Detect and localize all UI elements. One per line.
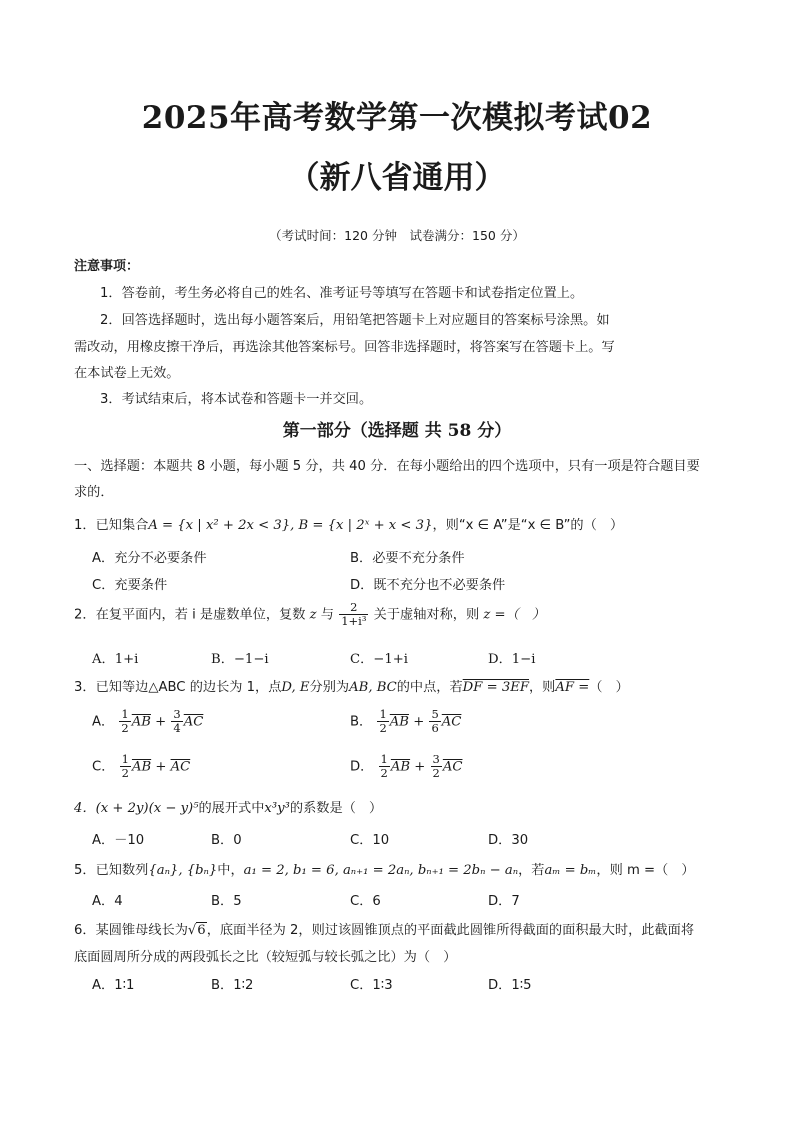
q3-option-b-label: B．: [350, 714, 373, 730]
q3-option-c: C． $\frac{1}{2}$ $\overline{AB} + \overline{AC}$: [92, 752, 191, 780]
q4-term: x³y³: [264, 801, 290, 816]
notice-item-2-line2: 需改动，用橡皮擦干净后，再选涂其他答案标号。回答非选择题时，将答案写在答题卡上。写: [74, 340, 615, 355]
part1-instruction-line1: 一、选择题：本题共 8 小题，每小题 5 分，共 40 分．在每小题给出的四个选项中，只有一项是符合题目要: [74, 459, 700, 474]
q2-option-d: D．1−i: [488, 652, 536, 667]
q3a-v2: $\overline{AC}$: [183, 714, 204, 730]
q3d-d2: 2: [432, 766, 440, 780]
q2-mid: 与: [320, 607, 334, 623]
q3c-v1: $\overline{AB}$: [131, 759, 152, 775]
q3c-frac1: [120, 753, 131, 780]
q5-option-b: B．5: [211, 894, 242, 909]
q4-option-a: A．－10: [92, 833, 145, 848]
q3b-d2: 6: [431, 721, 439, 735]
q3a-d1: 2: [121, 721, 129, 735]
notice-heading: 注意事项：: [74, 259, 140, 274]
q3d-frac2: [431, 753, 442, 780]
notice-item-2-line1: 2．回答选择题时，选出每小题答案后，用铅笔把答题卡上对应题目的答案标号涂黑。如: [100, 313, 610, 328]
q1-option-b: B．必要不充分条件: [350, 551, 465, 566]
q6-option-a: A．1∶1: [92, 978, 135, 993]
q2-option-c: C．−1+i: [350, 652, 408, 667]
q2-frac-num: 2: [339, 601, 368, 615]
q4-suffix: 的系数是（ ）: [289, 801, 383, 816]
q3c-n1: 1: [121, 752, 129, 766]
q2-option-a: A．1+i: [92, 652, 139, 667]
question-1: [74, 514, 623, 533]
q3d-n1: 1: [380, 752, 388, 766]
q3-option-b: B． $\frac{1}{2}$ $\overline{AB}$ + $\frac{5}{6}$ $\overline{AC}$: [350, 707, 462, 735]
q5-cond: a₁ = 2, b₁ = 6, aₙ₊₁ = 2aₙ, bₙ₊₁ = 2bₙ − aₙ: [243, 863, 519, 878]
q2-end: z =（ ）: [483, 607, 546, 623]
q3d-frac1: [379, 753, 390, 780]
question-3: [74, 676, 629, 695]
q3d-v2: $\overline{AC}$: [442, 759, 463, 775]
question-4: [74, 797, 382, 816]
q3d-v1: $\overline{AB}$: [390, 759, 411, 775]
q3-option-d: D． $\frac{1}{2}$ $\overline{AB}$ + $\frac{3}{2}$ $\overline{AC}$: [350, 752, 463, 780]
q5-option-c: C．6: [350, 894, 381, 909]
question-6-line1: [74, 919, 694, 938]
q3-text-a: 3．已知等边△ABC 的边长为 1，点: [74, 680, 282, 695]
q3b-frac1: [377, 708, 388, 735]
q6-option-d: D．1∶5: [488, 978, 532, 993]
q1-option-c: C．充要条件: [92, 578, 168, 593]
q3-af: AF =: [555, 680, 590, 695]
q4-option-d: D．30: [488, 833, 529, 848]
q3b-n1: 1: [379, 707, 387, 721]
notice-item-3: 3．考试结束后，将本试卷和答题卡一并交回。: [100, 392, 373, 407]
q3-text-c: 的中点，若: [396, 680, 463, 695]
q5-option-d: D．7: [488, 894, 520, 909]
q4-option-b: B．0: [211, 833, 242, 848]
q2-fraction: [339, 601, 368, 628]
q4-expr: 4．(x + 2y)(x − y)⁵: [74, 801, 199, 816]
q3-option-c-label: C．: [92, 759, 115, 775]
notice-item-2-line3: 在本试卷上无效。: [74, 366, 180, 381]
q6-line1-a: 6．某圆锥母线长为: [74, 923, 188, 938]
q3b-n2: 5: [431, 707, 439, 721]
q6-option-b: B．1∶2: [211, 978, 254, 993]
q5-eq: aₘ = bₘ: [544, 863, 597, 878]
q3b-v1: $\overline{AB}$: [389, 714, 409, 730]
q1-sets: A = {x | x² + 2x < 3}, B = {x | 2ˣ + x < 3}: [148, 518, 433, 533]
q3c-v2: $\overline{AC}$: [170, 759, 191, 775]
q5-suffix: ，则 m =（ ）: [596, 863, 695, 878]
q1-option-d: D．既不充分也不必要条件: [350, 578, 506, 593]
q3-text-b: 分别为: [309, 680, 350, 695]
q2-suffix: 关于虚轴对称，则: [373, 607, 480, 623]
q5-seqs: {aₙ}, {bₙ}: [148, 863, 218, 878]
q3d-d1: 2: [380, 766, 388, 780]
part1-heading: 第一部分（选择题 共 58 分）: [282, 421, 512, 441]
q1-prefix: 1．已知集合: [74, 518, 149, 533]
q3-abbc: AB, BC: [349, 680, 397, 695]
q3b-v2: $\overline{AC}$: [441, 714, 462, 730]
q2-z: z: [309, 607, 317, 623]
q3-text-d: ，则: [529, 680, 556, 695]
part1-instruction-line2: 求的．: [74, 485, 114, 500]
q3b-frac2: [429, 708, 440, 735]
q6-line1-b: ，底面半径为 2，则过该圆锥顶点的平面截此圆锥所得截面的面积最大时，此截面将: [206, 923, 695, 938]
q3a-frac1: [119, 708, 130, 735]
q3-option-a-label: A．: [92, 714, 115, 730]
q5-option-a: A．4: [92, 894, 123, 909]
q3d-n2: 3: [432, 752, 440, 766]
q3a-v1: $\overline{AB}$: [131, 714, 151, 730]
q3a-d2: 4: [173, 721, 181, 735]
q5-text: ，若: [518, 863, 545, 878]
q3-option-a: A． $\frac{1}{2}$ $\overline{AB}$ + $\frac{3}{4}$ $\overline{AC}$: [92, 707, 204, 735]
q4-option-c: C．10: [350, 833, 390, 848]
question-2: [74, 601, 545, 628]
exam-title: 2025年高考数学第一次模拟考试02: [141, 100, 653, 136]
q3-text-e: （ ）: [589, 680, 629, 695]
q6-sqrt-value: 6: [197, 923, 206, 938]
q2-option-b: B．−1−i: [211, 652, 269, 667]
q3a-frac2: [171, 708, 182, 735]
q1-option-a: A．充分不必要条件: [92, 551, 207, 566]
question-5: [74, 859, 695, 878]
notice-item-1: 1．答卷前，考生务必将自己的姓名、准考证号等填写在答题卡和试卷指定位置上。: [100, 286, 584, 301]
q3-eq: DF = 3EF: [462, 680, 529, 695]
exam-subtitle: （新八省通用）: [288, 160, 506, 196]
exam-info: （考试时间：120 分钟 试卷满分：150 分）: [269, 228, 525, 243]
q3a-n1: 1: [121, 707, 129, 721]
q3a-n2: 3: [173, 707, 181, 721]
q5-prefix: 5．已知数列: [74, 863, 149, 878]
q1-suffix: ，则“x ∈ A”是“x ∈ B”的（ ）: [432, 518, 624, 533]
question-6-line2: 底面圆周所分成的两段弧长之比（较短弧与较长弧之比）为（ ）: [74, 950, 457, 965]
q4-text: 的展开式中: [198, 801, 265, 816]
q3c-d1: 2: [121, 766, 129, 780]
q3-option-d-label: D．: [350, 759, 374, 775]
q3-de: D, E: [281, 680, 310, 695]
q6-option-c: C．1∶3: [350, 978, 393, 993]
q5-mid: 中，: [217, 863, 244, 878]
q6-sqrt: √6: [187, 923, 206, 938]
q2-frac-den: 1+i³: [341, 614, 367, 628]
q2-prefix: 2．在复平面内，若 i 是虚数单位，复数: [74, 607, 306, 623]
q3b-d1: 2: [379, 721, 387, 735]
